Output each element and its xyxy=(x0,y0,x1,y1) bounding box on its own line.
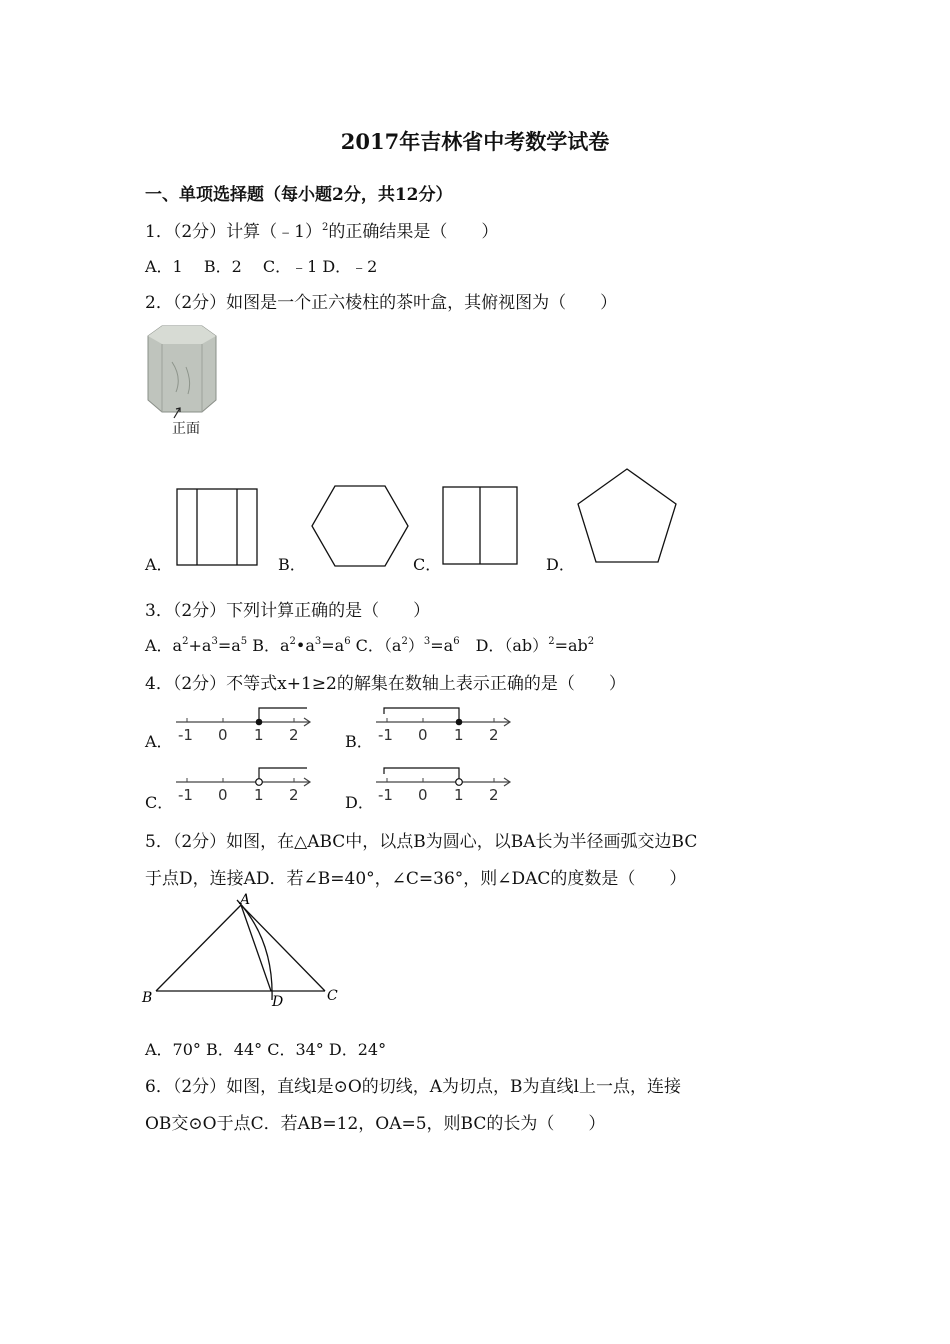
point-d-label: D xyxy=(272,994,284,1010)
question-6-stem-line-2: OB交⊙O于点C．若AB=12，OA=5，则BC的长为（ ） xyxy=(145,1114,606,1134)
number-line-a xyxy=(172,704,317,746)
page-title: 2017年吉林省中考数学试卷 xyxy=(340,129,610,154)
point-a-label: A xyxy=(240,892,251,908)
tick-label: 0 xyxy=(218,786,228,804)
question-1-options: A．1 B．2 C．﹣1 D．﹣2 xyxy=(145,257,378,276)
question-5-stem-line-2: 于点D，连接AD．若∠B=40°，∠C=36°，则∠DAC的度数是（ ） xyxy=(145,869,687,889)
question-4-option-d-label: D． xyxy=(345,793,374,812)
option-c-figure xyxy=(438,482,523,568)
question-4-option-b-label: B． xyxy=(345,732,373,751)
point-c-label: C xyxy=(327,988,338,1004)
point-b-label: B xyxy=(142,990,153,1006)
tick-label: 0 xyxy=(218,726,228,744)
triangle-abc-figure xyxy=(138,892,348,1012)
tick-label: 1 xyxy=(254,726,264,744)
question-4-option-a-label: A． xyxy=(145,732,173,751)
option-a-figure xyxy=(170,484,265,568)
tick-label: 2 xyxy=(289,726,299,744)
question-4-option-c-label: C． xyxy=(145,793,174,812)
tick-label: 1 xyxy=(454,726,464,744)
question-5-stem-line-1: 5．（2分）如图，在△ABC中，以点B为圆心，以BA长为半径画弧交边BC xyxy=(145,832,698,852)
tick-label: -1 xyxy=(178,726,193,744)
question-2-option-b-label: B． xyxy=(278,555,306,574)
option-d-pentagon xyxy=(570,462,685,570)
tick-label: 2 xyxy=(489,786,499,804)
question-6-stem-line-1: 6．（2分）如图，直线l是⊙O的切线，A为切点，B为直线l上一点，连接 xyxy=(145,1077,681,1097)
tick-label: 2 xyxy=(489,726,499,744)
tick-label: 0 xyxy=(418,786,428,804)
tick-label: 0 xyxy=(418,726,428,744)
photo-caption: 正面 xyxy=(172,421,200,437)
tick-label: 2 xyxy=(289,786,299,804)
number-line-b xyxy=(372,704,517,746)
number-line-d xyxy=(372,764,517,806)
tick-label: -1 xyxy=(178,786,193,804)
tick-label: -1 xyxy=(378,786,393,804)
number-line-c xyxy=(172,764,317,806)
question-4-stem: 4．（2分）不等式x+1≥2的解集在数轴上表示正确的是（ ） xyxy=(145,674,626,694)
tick-label: -1 xyxy=(378,726,393,744)
question-2-option-d-label: D． xyxy=(546,555,575,574)
option-b-hexagon xyxy=(305,480,415,572)
question-1-stem: 1．（2分）计算（﹣1）$^2$的正确结果是（ ） xyxy=(145,222,499,242)
tick-label: 1 xyxy=(254,786,264,804)
question-3-stem: 3．（2分）下列计算正确的是（ ） xyxy=(145,601,431,621)
question-3-options: A．$a^2+a^3=a^5$ B．$a^2•a^3=a^6$ C．$(a^2)^3=a^6$ D．$(ab)^2=ab^2$ xyxy=(145,636,595,655)
question-2-option-a-label: A． xyxy=(145,555,173,574)
section-heading: 一、单项选择题（每小题2分，共12分） xyxy=(145,185,453,205)
question-5-options: A．70° B．44° C．34° D．24° xyxy=(145,1040,387,1059)
question-2-stem: 2．（2分）如图是一个正六棱柱的茶叶盒，其俯视图为（ ） xyxy=(145,293,618,313)
question-2-option-c-label: C． xyxy=(413,555,442,574)
tick-label: 1 xyxy=(454,786,464,804)
